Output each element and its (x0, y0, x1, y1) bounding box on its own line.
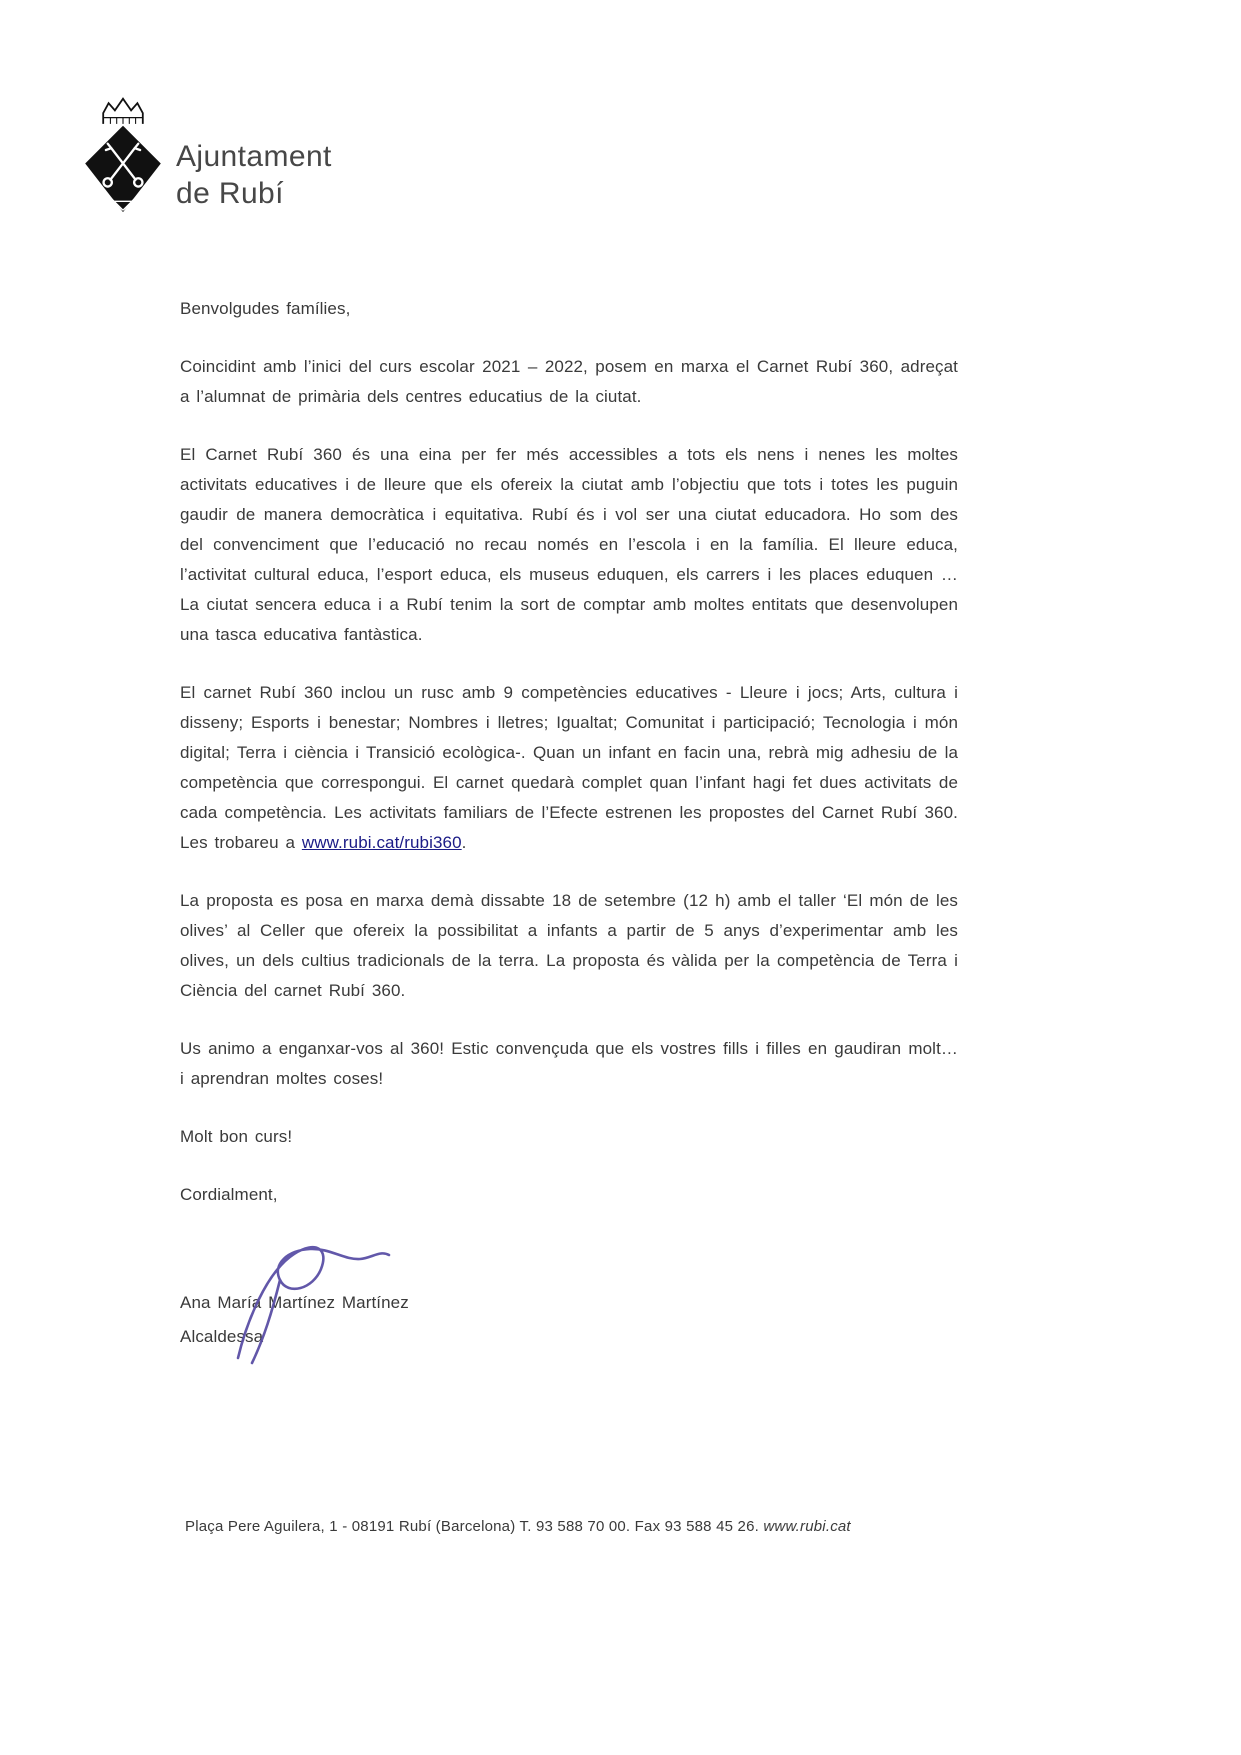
salutation: Benvolgudes famílies, (180, 299, 351, 318)
rubi360-link[interactable]: www.rubi.cat/rubi360 (301, 833, 462, 852)
paragraph-4: La proposta es posa en marxa demà dissabte 18 de setembre (12 h) amb el taller ‘El món de les olives’ al Celler que ofereix la possibilitat a infants a partir de 5 anys d’experimentar amb les olives, un dels cultius tradicionals de la terra. La proposta és vàlida per la competència de Terra i Ciència del carnet Rubí 360. (180, 891, 958, 1000)
paragraph-3-text: El carnet Rubí 360 inclou un rusc amb 9 competències educatives - Lleure i jocs; Arts, cultura i disseny; Esports i benestar; Nombres i lletres; Igualtat; Comunitat i participació; Tecnologia i món digital; Terra i ciència i Transició ecològica-. Quan un infant en facin una, rebrà mig adhesiu de la competència que correspongui. El carnet quedarà complet quan l’infant hagi fet dues activitats de cada competència. Les activitats familiars de l’Efecte estrenen les propostes del Carnet Rubí 360. Les trobareu a (180, 683, 958, 852)
paragraph-3-period: . (461, 833, 467, 852)
signer-block (180, 1286, 958, 1354)
footer (185, 1518, 851, 1535)
footer-address: Plaça Pere Aguilera, 1 - 08191 Rubí (Barcelona) T. 93 588 70 00. Fax 93 588 45 26. (185, 1518, 764, 1535)
signature-space (180, 1238, 958, 1286)
rubi-coat-of-arms-icon (78, 96, 168, 222)
paragraph-5: Us animo a enganxar-vos al 360! Estic convençuda que els vostres fills i filles en gaudiran molt… i aprendran moltes coses! (180, 1039, 958, 1088)
letter-body (180, 294, 958, 1354)
signer-name: Ana María Martínez Martínez (180, 1293, 409, 1312)
paragraph-6: Molt bon curs! (180, 1127, 293, 1146)
paragraph-3 (180, 678, 958, 858)
paragraph-1: Coincidint amb l’inici del curs escolar 2021 – 2022, posem en marxa el Carnet Rubí 360, adreçat a l’alumnat de primària dels centres educatius de la ciutat. (180, 357, 958, 406)
signer-title: Alcaldessa (180, 1327, 264, 1346)
logo-wordmark (176, 138, 332, 212)
paragraph-2: El Carnet Rubí 360 és una eina per fer més accessibles a tots els nens i nenes les moltes activitats educatives i de lleure que els ofereix la ciutat amb l’objectiu que tots i totes les puguin gaudir de manera democràtica i equitativa. Rubí és i vol ser una ciutat educadora. Ho som des del convenciment que l’educació no recau només en l’escola i en la família. El lleure educa, l’activitat cultural educa, l’esport educa, els museus eduquen, els carrers i les places eduquen … La ciutat sencera educa i a Rubí tenim la sort de comptar amb moltes entitats que desenvolupen una tasca educativa fantàstica. (180, 445, 958, 644)
footer-website: www.rubi.cat (763, 1518, 851, 1535)
closing: Cordialment, (180, 1185, 278, 1204)
logo-name-line2: de Rubí (176, 177, 284, 210)
logo-name-line1: Ajuntament (176, 140, 332, 173)
